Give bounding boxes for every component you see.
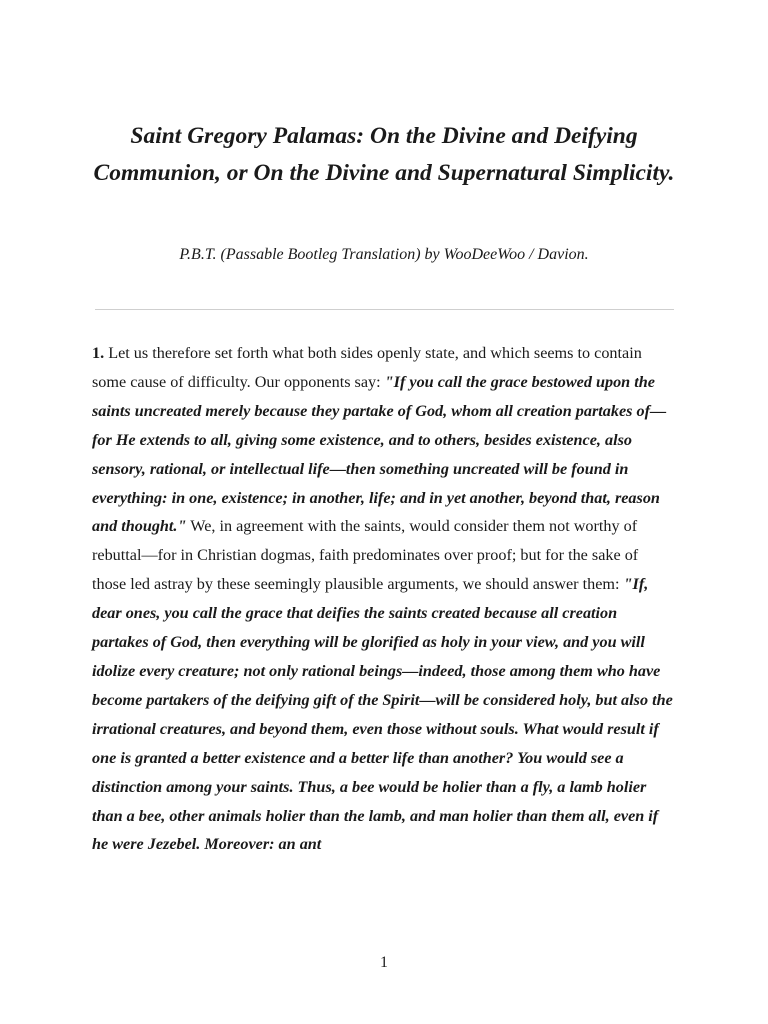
- paragraph-1: [92, 339, 676, 859]
- section-divider: [95, 309, 674, 310]
- document-title: Saint Gregory Palamas: On the Divine and Deifying Communion, or On the Divine and Supernatural Simplicity.: [93, 123, 675, 186]
- document-subtitle: P.B.T. (Passable Bootleg Translation) by WooDeeWoo / Davion.: [179, 246, 589, 263]
- paragraph-number: 1.: [92, 344, 105, 362]
- paragraph-middle-text: We, in agreement with the saints, would consider them not worthy of rebuttal—for in Christian dogmas, faith predominates over proof; but for the sake of those led astray by these seemingly plausible arguments, we should answer them:: [92, 517, 639, 594]
- page-number: 1: [380, 954, 388, 971]
- reply-quote: "If, dear ones, you call the grace that deifies the saints created because all creation partakes of God, then everything will be glorified as holy in your view, and you will idolize every creature; not only rational beings—indeed, those among them who have become partakers of the deifying gift of the Spirit—will be considered holy, but also the irrational creatures, and beyond them, even those without souls. What would result if one is granted a better existence and a better life than another? You would see a distinction among your saints. Thus, a bee would be holier than a fly, a lamb holier than a bee, other animals holier than the lamb, and man holier than them all, even if he were Jezebel. Moreover: an ant: [92, 575, 673, 854]
- paragraph-intro-text: Let us therefore set forth what both sides openly state, and which seems to contain some cause of difficulty. Our opponents say:: [92, 344, 642, 391]
- opponents-quote: "If you call the grace bestowed upon the saints uncreated merely because they partake of God, whom all creation partakes of—for He extends to all, giving some existence, and to others, besides existence, also sensory, rational, or intellectual life—then something uncreated will be found in everything: in one, existence; in another, life; and in yet another, beyond that, reason and thought.": [92, 372, 667, 536]
